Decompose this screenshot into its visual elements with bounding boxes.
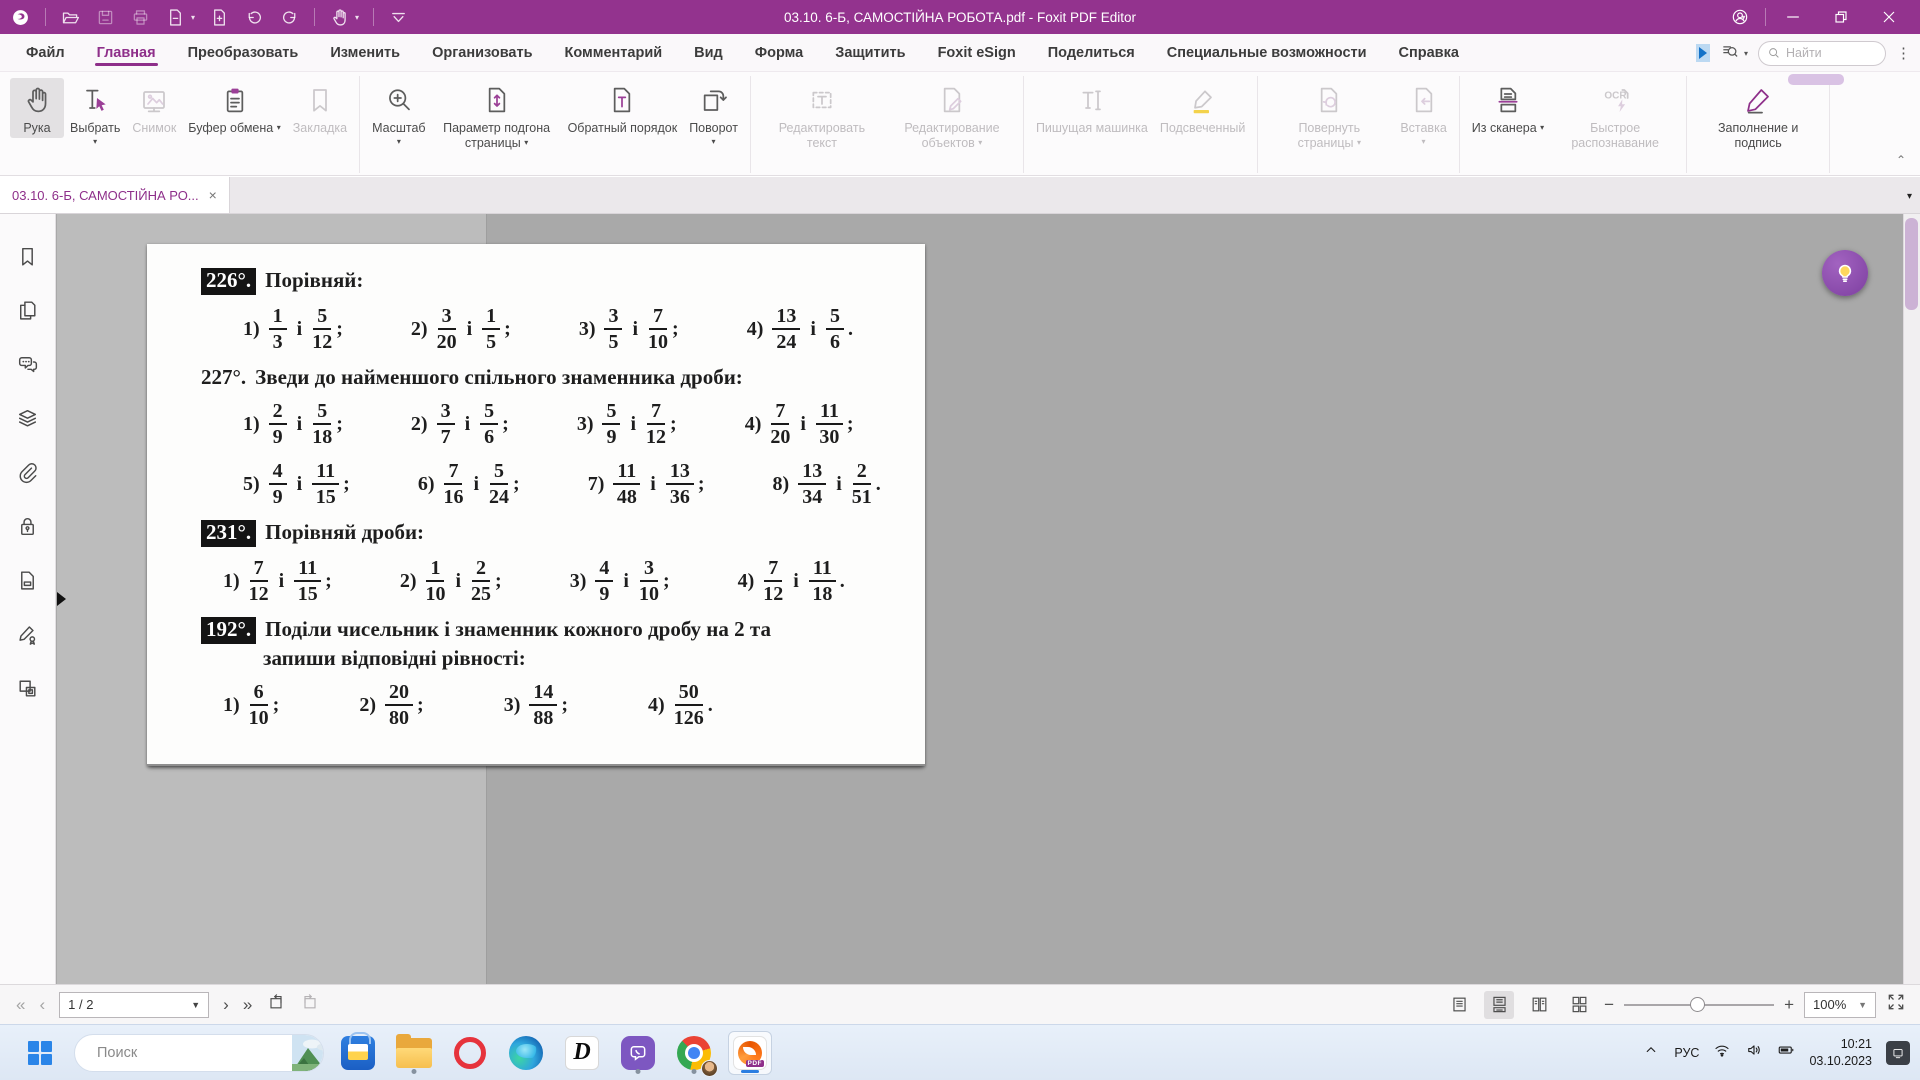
advanced-search-icon[interactable]	[1720, 41, 1740, 66]
scrollbar-thumb[interactable]	[1905, 218, 1918, 310]
ribbon-from-scanner-label: Из сканера ▾	[1471, 121, 1545, 135]
snapshot-icon	[138, 82, 170, 118]
fraction-item: 8) $\frac{13}{34}$ і $\frac{2}{51}$ .	[772, 460, 881, 508]
ribbon-bookmark-button[interactable]	[287, 78, 353, 138]
ocr-icon	[1599, 82, 1631, 118]
fraction-item: 4) $\frac{13}{24}$ і $\frac{5}{6}$ .	[746, 305, 853, 353]
ribbon-quick-ocr-label: Быстрое распознавание	[1571, 121, 1659, 150]
windows-taskbar	[0, 1024, 1920, 1080]
bookmark-icon	[304, 82, 336, 118]
ribbon-quick-ocr-button[interactable]	[1550, 78, 1680, 153]
ribbon-from-scanner-button[interactable]	[1466, 78, 1550, 138]
ribbon-reverse-order-label: Обратный порядок	[567, 121, 678, 135]
taskbar-d-app-icon[interactable]: D	[560, 1031, 604, 1075]
fields-panel-icon[interactable]	[15, 568, 40, 593]
taskbar-file-explorer-icon[interactable]	[392, 1031, 436, 1075]
assistant-lightbulb-button[interactable]	[1822, 250, 1868, 296]
edittext-icon	[806, 82, 838, 118]
task-192	[201, 617, 925, 729]
zoom-slider-thumb[interactable]	[1690, 997, 1705, 1012]
document-tab-label: 03.10. 6-Б, САМОСТІЙНА РО...	[12, 187, 199, 203]
ribbon-rotate-pages-button[interactable]	[1264, 78, 1394, 153]
ribbon-clipboard-button[interactable]	[182, 78, 286, 138]
document-tab[interactable]	[0, 177, 230, 213]
ribbon-group-3	[1024, 76, 1258, 173]
bookmarks-panel-icon[interactable]	[15, 244, 40, 269]
ribbon-typewriter-button[interactable]	[1030, 78, 1154, 138]
single-page-view-icon[interactable]	[1444, 991, 1474, 1019]
ribbon-rotate-label: Поворот	[689, 121, 738, 135]
task-title: Поділи чисельник і знаменник кожного дробу на 2 та	[265, 617, 771, 641]
navigation-icon-strip	[0, 214, 56, 984]
collapse-ribbon-icon[interactable]: ⌃	[1895, 153, 1906, 167]
undo-icon[interactable]	[244, 7, 265, 28]
zoom-level-box[interactable]	[1804, 992, 1876, 1018]
ribbon-select-button[interactable]	[64, 78, 126, 148]
ribbon-edit-text-button[interactable]	[757, 78, 887, 153]
zoom-out-icon[interactable]: −	[1604, 994, 1615, 1014]
zoom-in-icon[interactable]: +	[1784, 994, 1794, 1014]
ribbon-zoom-caret-icon: ▾	[396, 137, 401, 146]
search-icon	[1767, 46, 1781, 60]
page-box-caret-icon[interactable]: ▼	[191, 999, 201, 1010]
battery-icon[interactable]	[1777, 1041, 1795, 1064]
ribbon-fill-sign-button[interactable]	[1693, 78, 1823, 153]
zoom-slider[interactable]	[1624, 1004, 1774, 1006]
fraction-row	[223, 681, 925, 729]
menu-bar	[0, 34, 1920, 72]
highlight-icon	[1187, 82, 1219, 118]
divider	[1765, 8, 1766, 26]
expand-panel-arrow-icon[interactable]	[1696, 44, 1710, 62]
divider	[45, 8, 46, 26]
notification-tray-icon[interactable]	[1886, 1041, 1910, 1065]
task-number-badge: 227°.	[201, 365, 247, 389]
continuous-view-icon[interactable]	[1484, 991, 1514, 1019]
facing-view-icon[interactable]	[1524, 991, 1554, 1019]
fraction-item: 1) $\frac{1}{3}$ і $\frac{5}{12}$ ;	[243, 305, 343, 353]
menu-file[interactable]: Файл	[26, 44, 65, 61]
volume-icon[interactable]	[1745, 1041, 1763, 1064]
save-icon[interactable]	[95, 7, 116, 28]
wifi-icon[interactable]	[1713, 1041, 1731, 1064]
title-bar	[0, 0, 1920, 34]
ribbon-insert-caret-icon: ▾	[1421, 137, 1426, 146]
fullscreen-icon[interactable]	[1886, 992, 1906, 1017]
svg-text:OCR: OCR	[1604, 90, 1627, 102]
taskbar-foxit-icon[interactable]: PDF	[728, 1031, 772, 1075]
ribbon-group-0	[4, 76, 360, 173]
task-title: Порівняй:	[265, 268, 364, 292]
fraction-item: 3) $\frac{14}{88}$ ;	[503, 681, 569, 729]
clipboard-icon	[219, 82, 251, 118]
ribbon-group-5	[1460, 76, 1687, 173]
expand-nav-panel-icon[interactable]	[57, 592, 66, 606]
task-226	[201, 268, 925, 353]
rotatepages-icon	[1313, 82, 1345, 118]
hand-icon	[21, 82, 53, 118]
menu-help[interactable]: Справка	[1398, 44, 1459, 61]
zoom-level-value: 100%	[1813, 997, 1847, 1012]
fillsign-icon	[1742, 82, 1774, 118]
task-number-badge: 231°.	[201, 520, 256, 547]
foxit-logo-icon	[10, 7, 31, 28]
taskbar-opera-icon[interactable]	[448, 1031, 492, 1075]
signature-panel-icon[interactable]	[15, 622, 40, 647]
menu-comment[interactable]: Комментарий	[564, 44, 663, 61]
taskbar-store-icon[interactable]	[336, 1031, 380, 1075]
ribbon-select-caret-icon: ▾	[93, 137, 98, 146]
ribbon-group-4	[1258, 76, 1459, 173]
clock-time: 10:21	[1840, 1036, 1872, 1051]
fraction-row	[243, 305, 925, 353]
ribbon-bookmark-label: Закладка	[292, 121, 348, 135]
menu-home[interactable]: Главная	[85, 39, 168, 67]
print-icon[interactable]	[130, 7, 151, 28]
open-file-icon[interactable]	[60, 7, 81, 28]
tab-list-caret-icon[interactable]: ▾	[1906, 191, 1912, 202]
taskbar-viber-icon[interactable]	[616, 1031, 660, 1075]
divider	[373, 8, 374, 26]
ribbon-insert-label: Вставка	[1400, 121, 1447, 135]
ribbon-group-2	[751, 76, 1024, 173]
security-panel-icon[interactable]	[15, 514, 40, 539]
page-number-box[interactable]	[59, 992, 209, 1018]
rotate-icon	[698, 82, 730, 118]
typewriter-icon	[1076, 82, 1108, 118]
ribbon-fit-page-label: Параметр подгона страницы ▾	[443, 121, 551, 150]
ribbon-group-1	[360, 76, 751, 173]
ribbon-fill-sign-label: Заполнение и подпись	[1717, 121, 1799, 150]
previous-view-icon[interactable]	[266, 992, 286, 1017]
task-number-badge: 226°.	[201, 268, 256, 295]
clock-date: 03.10.2023	[1809, 1053, 1872, 1068]
fraction-item: 3) $\frac{5}{9}$ і $\frac{7}{12}$ ;	[576, 400, 677, 448]
fitpage-icon	[481, 82, 513, 118]
more-options-icon[interactable]: ⋮	[1896, 44, 1911, 62]
fraction-row	[223, 557, 925, 605]
next-page-icon[interactable]: ›	[223, 995, 229, 1014]
ribbon-hand-label: Рука	[23, 121, 51, 135]
taskbar-search-input[interactable]	[97, 1045, 284, 1061]
export-page-icon[interactable]	[165, 7, 186, 28]
taskbar-chrome-icon[interactable]	[672, 1031, 716, 1075]
ribbon-highlight-label: Подсвеченный	[1159, 121, 1246, 135]
pages-panel-icon[interactable]	[15, 298, 40, 323]
zoom-box-caret-icon[interactable]: ▼	[1858, 999, 1867, 1010]
fraction-item: 1) $\frac{6}{10}$ ;	[223, 681, 280, 729]
ribbon-rotate-caret-icon: ▾	[711, 137, 716, 146]
menu-esign[interactable]: Foxit eSign	[937, 44, 1016, 61]
menu-convert[interactable]: Преобразовать	[187, 44, 299, 61]
ribbon-insert-button[interactable]	[1394, 78, 1452, 148]
ribbon-highlight-button[interactable]	[1154, 78, 1251, 138]
task-title: Зведи до найменшого спільного знаменника дроби:	[255, 365, 743, 389]
ribbon-fit-page-button[interactable]	[432, 78, 562, 153]
clock[interactable]	[1809, 1036, 1872, 1070]
ribbon-edit-objects-button[interactable]	[887, 78, 1017, 153]
ribbon-snapshot-label: Снимок	[132, 121, 177, 135]
ribbon-clipboard-label: Буфер обмена ▾	[188, 121, 281, 135]
ribbon-typewriter-label: Пишущая машинка	[1035, 121, 1148, 135]
ribbon-rotate-button[interactable]	[683, 78, 744, 148]
menu-edit[interactable]: Изменить	[330, 44, 401, 61]
floating-toolbar-handle[interactable]	[1788, 74, 1844, 85]
task-227	[201, 365, 925, 508]
ribbon-select-label: Выбрать	[70, 121, 121, 135]
ribbon-edit-objects-label: Редактирование объектов ▾	[904, 121, 1000, 150]
tab-close-icon[interactable]: ×	[208, 187, 217, 203]
fraction-item: 5) $\frac{4}{9}$ і $\frac{11}{15}$ ;	[243, 460, 350, 508]
pdf-page	[147, 244, 925, 766]
tray-chevron-icon[interactable]	[1642, 1041, 1660, 1064]
insert-icon	[1408, 82, 1440, 118]
menu-accessibility[interactable]: Специальные возможности	[1166, 44, 1367, 61]
task-title-line2: запиши відповідні рівності:	[263, 646, 526, 670]
status-bar	[0, 984, 1920, 1024]
task-title: Порівняй дроби:	[265, 520, 425, 544]
ribbon-edit-text-label: Редактировать текст	[778, 121, 866, 150]
document-area	[0, 214, 1920, 984]
restore-button[interactable]	[1820, 0, 1862, 34]
start-button[interactable]	[18, 1031, 62, 1075]
hand-tool-quick-icon[interactable]	[329, 7, 350, 28]
ribbon-rotate-pages-label: Повернуть страницы ▾	[1297, 121, 1362, 150]
task-number-badge: 192°.	[201, 617, 256, 644]
ribbon-hand-button[interactable]	[10, 78, 64, 138]
language-indicator[interactable]: РУС	[1674, 1045, 1700, 1060]
ribbon-snapshot-button[interactable]	[126, 78, 182, 138]
close-button[interactable]	[1868, 0, 1910, 34]
fraction-item: 2) $\frac{3}{20}$ і $\frac{1}{5}$ ;	[410, 305, 511, 353]
ribbon-group-6	[1687, 76, 1830, 173]
fraction-item: 4) $\frac{50}{126}$ .	[648, 681, 713, 729]
fraction-item: 4) $\frac{7}{20}$ і $\frac{11}{30}$ ;	[744, 400, 854, 448]
fraction-item: 6) $\frac{7}{16}$ і $\frac{5}{24}$ ;	[417, 460, 520, 508]
vertical-scrollbar[interactable]	[1903, 214, 1920, 984]
advanced-search-caret-icon[interactable]: ▾	[1743, 48, 1748, 58]
linked-media-panel-icon[interactable]	[15, 676, 40, 701]
window-title: 03.10. 6-Б, САМОСТІЙНА РОБОТА.pdf - Foxit PDF Editor	[783, 9, 1137, 25]
weather-widget-icon[interactable]	[292, 1034, 324, 1072]
menu-items	[0, 39, 1471, 67]
ribbon-zoom-button[interactable]	[366, 78, 431, 148]
facing-continuous-view-icon[interactable]	[1564, 991, 1594, 1019]
menu-protect[interactable]: Защитить	[835, 44, 906, 61]
minimize-button[interactable]	[1772, 0, 1814, 34]
page-indicator: 1 / 2	[68, 997, 94, 1012]
fraction-item: 4) $\frac{7}{12}$ і $\frac{11}{18}$ .	[737, 557, 845, 605]
redo-icon[interactable]	[279, 7, 300, 28]
customize-toolbar-icon[interactable]	[388, 7, 409, 28]
divider	[314, 8, 315, 26]
first-page-icon[interactable]: «	[16, 995, 26, 1014]
layers-panel-icon[interactable]	[15, 406, 40, 431]
fraction-item: 2) $\frac{3}{7}$ і $\frac{5}{6}$ ;	[410, 400, 509, 448]
account-icon[interactable]: ▾	[1717, 0, 1759, 34]
reverse-icon	[606, 82, 638, 118]
scanner-icon	[1492, 82, 1524, 118]
find-input[interactable]	[1786, 46, 1866, 60]
menu-form[interactable]: Форма	[754, 44, 804, 61]
last-page-icon[interactable]: »	[242, 995, 253, 1014]
comments-panel-icon[interactable]	[15, 352, 40, 377]
select-icon	[79, 82, 111, 118]
export-caret-icon[interactable]: ▾	[191, 12, 196, 22]
fraction-item: 1) $\frac{7}{12}$ і $\frac{11}{15}$ ;	[223, 557, 332, 605]
fraction-item: 7) $\frac{11}{48}$ і $\frac{13}{36}$ ;	[587, 460, 705, 508]
find-box[interactable]	[1758, 41, 1886, 66]
new-page-icon[interactable]	[209, 7, 230, 28]
fraction-item: 2) $\frac{20}{80}$ ;	[359, 681, 424, 729]
document-tab-bar	[0, 177, 1920, 214]
taskbar-search-box[interactable]	[74, 1034, 324, 1072]
ribbon-reverse-order-button[interactable]	[562, 78, 684, 138]
attachments-panel-icon[interactable]	[15, 460, 40, 485]
next-view-icon[interactable]	[300, 992, 320, 1017]
ribbon-groups	[0, 72, 1920, 175]
fraction-row	[243, 460, 925, 508]
fraction-item: 2) $\frac{1}{10}$ і $\frac{2}{25}$ ;	[399, 557, 502, 605]
fraction-item: 3) $\frac{3}{5}$ і $\frac{7}{10}$ ;	[578, 305, 679, 353]
ribbon-toolbar	[0, 72, 1920, 176]
fraction-row	[243, 400, 925, 448]
previous-page-icon[interactable]: ‹	[39, 995, 46, 1014]
menu-organize[interactable]: Организовать	[432, 44, 533, 61]
hand-tool-caret-icon[interactable]: ▾	[355, 12, 360, 22]
chrome-profile-avatar	[701, 1060, 718, 1077]
fraction-item: 1) $\frac{2}{9}$ і $\frac{5}{18}$ ;	[243, 400, 343, 448]
taskbar-edge-icon[interactable]	[504, 1031, 548, 1075]
ribbon-zoom-label: Масштаб	[372, 121, 426, 135]
menu-share[interactable]: Поделиться	[1047, 44, 1135, 61]
menu-view[interactable]: Вид	[694, 44, 723, 61]
task-231	[201, 520, 925, 605]
editobj-icon	[936, 82, 968, 118]
fraction-item: 3) $\frac{4}{9}$ і $\frac{3}{10}$ ;	[569, 557, 670, 605]
zoom-icon	[383, 82, 415, 118]
